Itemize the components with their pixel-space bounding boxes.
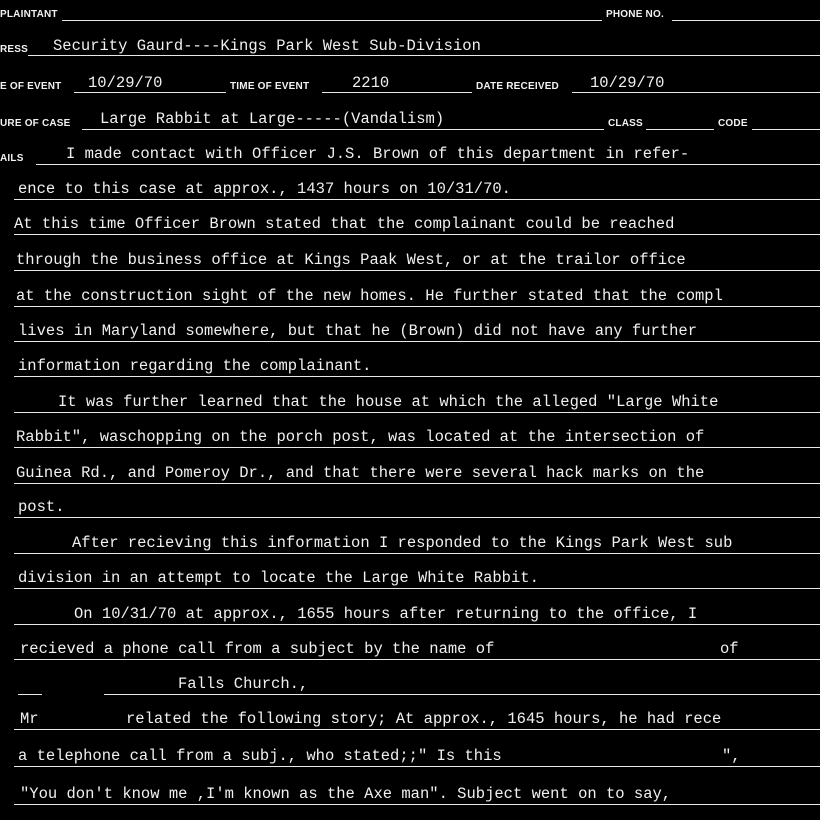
details-rule-19: [14, 804, 820, 805]
details-rule-18: [14, 766, 820, 767]
phone-field-line: [672, 20, 820, 21]
details-rule-4: [14, 270, 820, 271]
details-line-15: recieved a phone call from a subject by the name of: [20, 640, 495, 658]
details-line-2: ence to this case at approx., 1437 hours on 10/31/70.: [18, 180, 511, 198]
date-received-value: 10/29/70: [590, 74, 665, 92]
details-line-8: It was further learned that the house at which the alleged "Large White: [58, 393, 719, 411]
details-rule-9: [14, 447, 820, 448]
details-line-18: a telephone call from a subj., who stated;;" Is this: [18, 747, 502, 765]
details-line-6: lives in Maryland somewhere, but that he (Brown) did not have any further: [18, 322, 698, 340]
details-rule-8: [14, 412, 820, 413]
phone-label: PHONE NO.: [606, 9, 664, 20]
details-rule-3: [14, 234, 820, 235]
details-rule-6: [14, 341, 820, 342]
complainant-field-line: [62, 20, 602, 21]
time-of-event-value: 2210: [352, 74, 390, 92]
details-rule-5: [14, 306, 820, 307]
details-label: AILS: [0, 153, 24, 164]
code-field-line: [752, 129, 820, 130]
time-of-event-line: [322, 92, 472, 93]
class-field-line: [646, 129, 714, 130]
details-line-17a: Mr: [20, 710, 39, 728]
class-label: CLASS: [608, 118, 643, 129]
details-line-12: After recieving this information I responded to the Kings Park West sub: [72, 534, 733, 552]
details-line-14: On 10/31/70 at approx., 1655 hours after returning to the office, I: [74, 605, 698, 623]
nature-of-case-line: [82, 129, 604, 130]
details-line-9: Rabbit", waschopping on the porch post, was located at the intersection of: [16, 428, 705, 446]
details-line-11: post.: [18, 498, 65, 516]
details-line-13: division in an attempt to locate the Large White Rabbit.: [18, 569, 539, 587]
details-line-17b: related the following story; At approx., 1645 hours, he had rece: [126, 710, 722, 728]
address-field-line: [28, 55, 820, 56]
details-rule-14: [14, 624, 820, 625]
details-line-16: Falls Church.,: [178, 675, 309, 693]
details-rule-13: [14, 588, 820, 589]
details-rule-15: [14, 659, 820, 660]
details-line-3: At this time Officer Brown stated that the complainant could be reached: [14, 215, 675, 233]
date-of-event-value: 10/29/70: [88, 74, 163, 92]
details-line-4: through the business office at Kings Paak West, or at the trailor office: [16, 251, 686, 269]
details-line-1: I made contact with Officer J.S. Brown of this department in refer-: [66, 145, 690, 163]
address-label: RESS: [0, 44, 29, 55]
details-rule-10: [14, 483, 820, 484]
date-received-label: DATE RECEIVED: [476, 81, 559, 92]
details-line-18b: ",: [722, 747, 741, 765]
details-rule-2: [14, 199, 820, 200]
date-of-event-line: [74, 92, 226, 93]
details-rule-16b: [104, 694, 820, 695]
details-rule-1: [36, 164, 820, 165]
details-line-7: information regarding the complainant.: [18, 357, 372, 375]
details-rule-16a: [18, 694, 42, 695]
time-of-event-label: TIME OF EVENT: [230, 81, 310, 92]
details-rule-7: [14, 376, 820, 377]
details-rule-11: [14, 517, 820, 518]
date-of-event-label: E OF EVENT: [0, 81, 62, 92]
details-rule-17: [14, 729, 820, 730]
code-label: CODE: [718, 118, 748, 129]
address-value: Security Gaurd----Kings Park West Sub-Division: [53, 37, 481, 55]
nature-of-case-value: Large Rabbit at Large-----(Vandalism): [100, 110, 445, 128]
details-line-5: at the construction sight of the new homes. He further stated that the compl: [16, 287, 723, 305]
details-line-10: Guinea Rd., and Pomeroy Dr., and that there were several hack marks on the: [16, 464, 705, 482]
nature-of-case-label: URE OF CASE: [0, 118, 71, 129]
complainant-label: PLAINTANT: [0, 9, 58, 20]
date-received-line: [572, 92, 820, 93]
details-line-15b: of: [720, 640, 739, 658]
details-line-19: "You don't know me ,I'm known as the Axe man". Subject went on to say,: [20, 785, 672, 803]
details-rule-12: [14, 553, 820, 554]
